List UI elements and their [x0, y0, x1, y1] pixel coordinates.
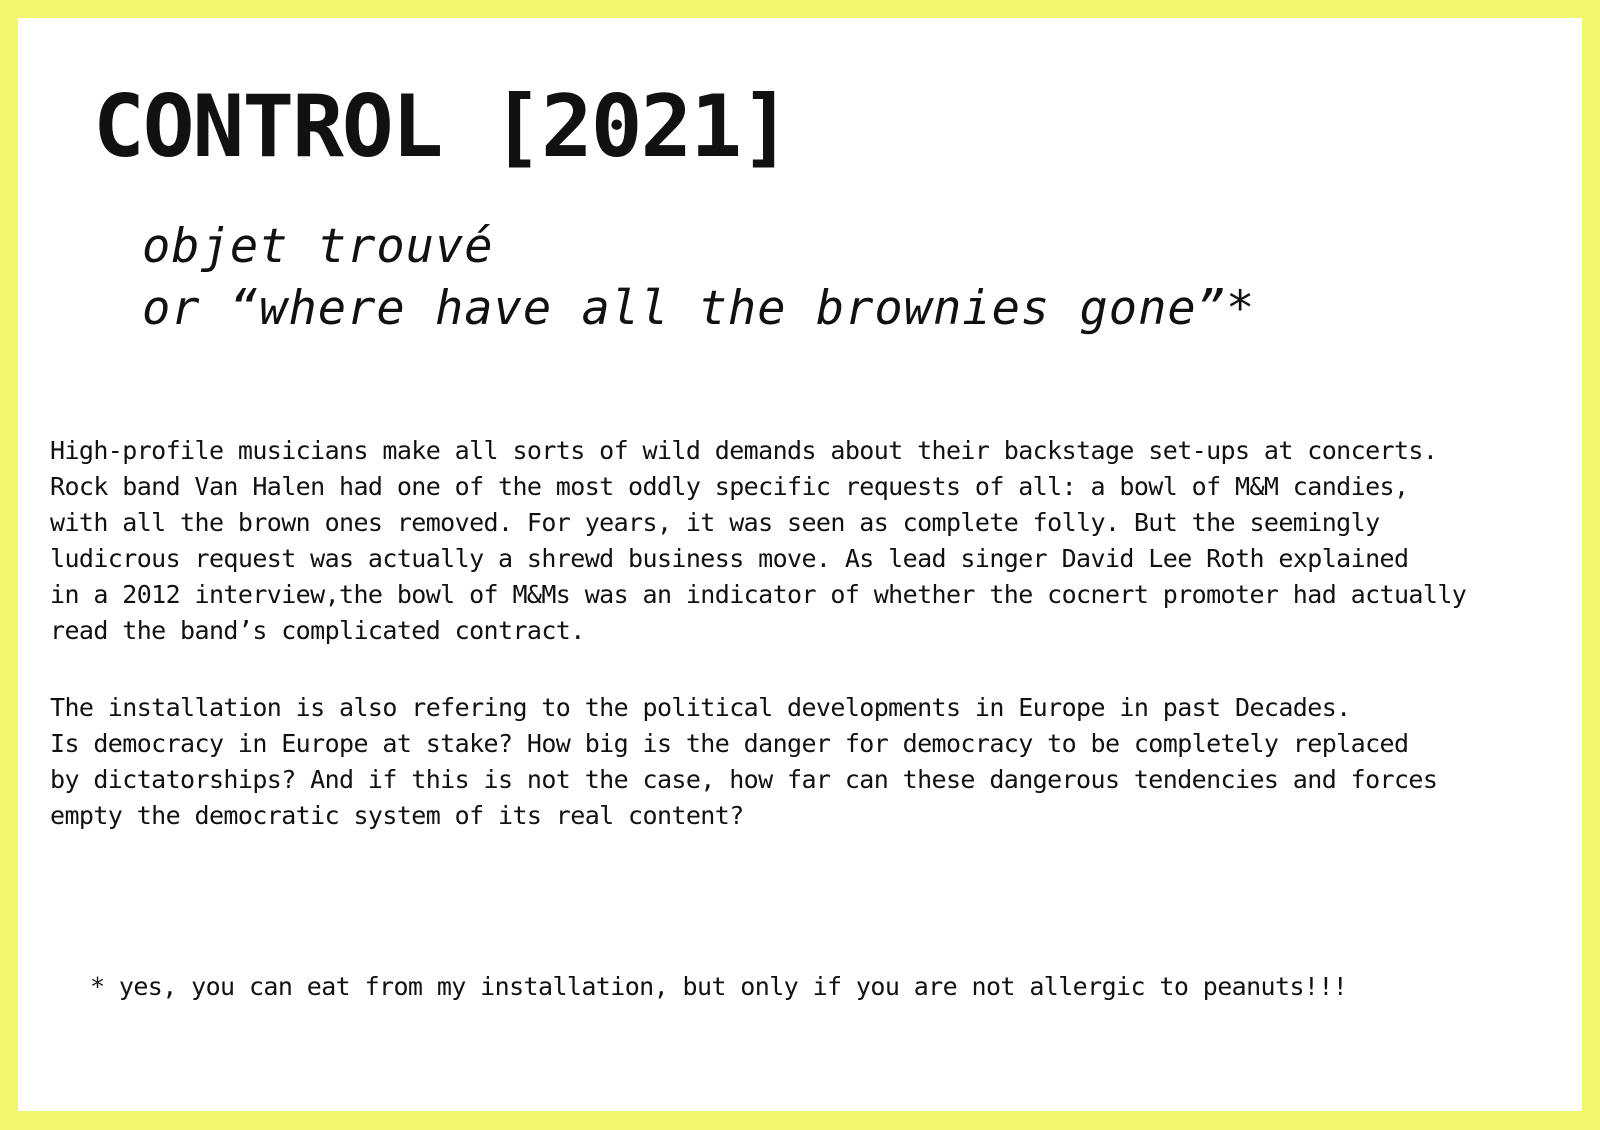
paragraph-democracy [50, 690, 1560, 834]
paragraph-line: Is democracy in Europe at stake? How big is the danger for democracy to be completely replaced [50, 729, 1409, 758]
page-title: CONTROL [2021] [93, 77, 790, 177]
paragraph-line: in a 2012 interview,the bowl of M&Ms was an indicator of whether the cocnert promoter had actually [50, 580, 1467, 609]
subtitle-line-1: objet trouvé [142, 219, 494, 274]
paragraph-line: with all the brown ones removed. For years, it was seen as complete folly. But the seemingly [50, 508, 1380, 537]
paragraph-van-halen [50, 433, 1560, 649]
subtitle [142, 216, 1255, 340]
footnote: * yes, you can eat from my installation, but only if you are not allergic to peanuts!!! [90, 972, 1348, 1001]
paragraph-line: The installation is also refering to the political developments in Europe in past Decades. [50, 693, 1351, 722]
paragraph-line: by dictatorships? And if this is not the case, how far can these dangerous tendencies and forces [50, 765, 1438, 794]
paragraph-line: read the band’s complicated contract. [50, 616, 585, 645]
subtitle-line-2: or “where have all the brownies gone”* [142, 281, 1256, 336]
paragraph-line: ludicrous request was actually a shrewd business move. As lead singer David Lee Roth explained [50, 544, 1409, 573]
paragraph-line: Rock band Van Halen had one of the most oddly specific requests of all: a bowl of M&M candies, [50, 472, 1409, 501]
text-card [18, 18, 1582, 1111]
paragraph-line: High-profile musicians make all sorts of wild demands about their backstage set-ups at concerts. [50, 436, 1438, 465]
paragraph-line: empty the democratic system of its real content? [50, 801, 744, 830]
